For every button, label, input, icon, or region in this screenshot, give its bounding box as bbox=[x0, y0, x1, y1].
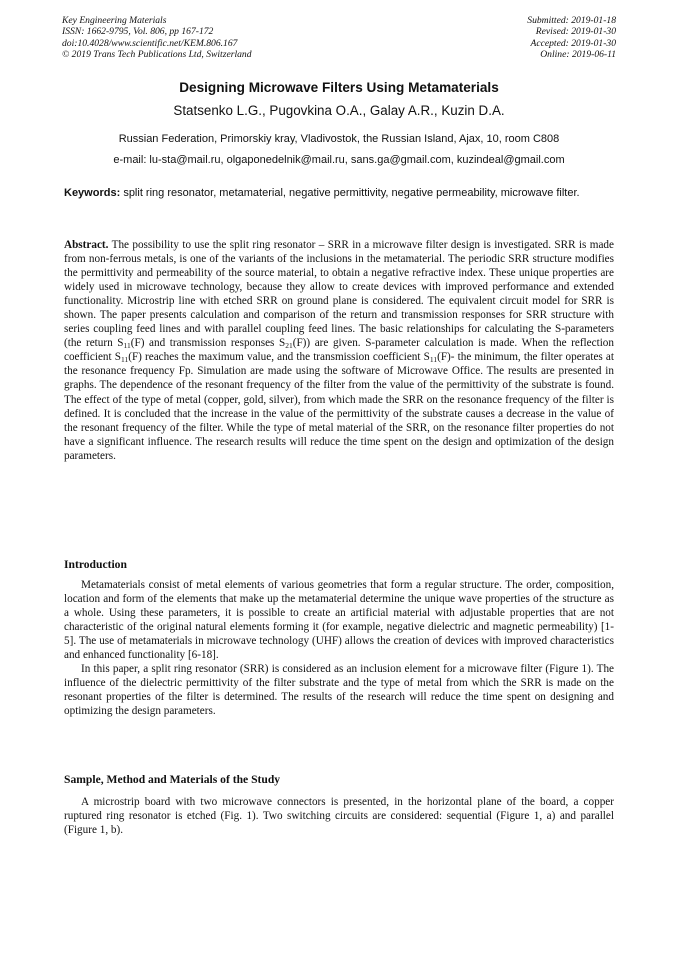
keywords-text: split ring resonator, metamaterial, negative permittivity, negative permeability, microwave filter. bbox=[123, 187, 580, 199]
introduction-paragraph-2: In this paper, a split ring resonator (SRR) is considered as an inclusion element for a microwave filter (Figure 1). The influence of the dielectric permittivity of the filter substrate and the type of metal from which the SRR is made on the resonant properties of the filter is determined. The results of the research will reduce the time spent on designing and optimizing the design parameters. bbox=[64, 663, 614, 718]
introduction-paragraph-1: Metamaterials consist of metal elements of various geometries that form a regular structure. The order, composition, location and form of the elements that make up the metamaterial determine the unique wave properties of the structure as a whole. Using these parameters, it is possible to create an artificial material with adjustable properties that are not characteristic of the original natural elements forming it (for example, negative dielectric and magnetic permeability) [1-5]. The use of metamaterials in microwave technology (UHF) allows the creation of devices with improved characteristics and enhanced functionality [6-18]. bbox=[64, 579, 614, 662]
abstract-text-4: (F) reaches the maximum value, and the transmission coefficient S bbox=[128, 351, 430, 364]
journal-name: Key Engineering Materials bbox=[62, 15, 167, 26]
sample-heading: Sample, Method and Materials of the Study bbox=[64, 773, 281, 786]
submitted-date: Submitted: 2019-01-18 bbox=[527, 15, 616, 26]
abstract-sub-4: 11 bbox=[429, 355, 438, 365]
online-date: Online: 2019-06-11 bbox=[540, 49, 616, 61]
journal-info bbox=[62, 15, 252, 61]
paper-title: Designing Microwave Filters Using Metamaterials bbox=[179, 80, 499, 95]
accepted-date: Accepted: 2019-01-30 bbox=[530, 37, 616, 49]
copyright-line: © 2019 Trans Tech Publications Ltd, Switzerland bbox=[62, 49, 252, 61]
sample-paragraph-1: A microstrip board with two microwave connectors is presented, in the horizontal plane of the board, a copper ruptured ring resonator is etched (Fig. 1). Two switching circuits are considered: sequential (Figure 1, a) and parallel (Figure 1, b). bbox=[64, 796, 614, 837]
introduction-section bbox=[64, 578, 614, 718]
keywords-label: Keywords: bbox=[64, 187, 121, 199]
abstract-sub-2: 21 bbox=[285, 341, 293, 351]
abstract-label: Abstract. bbox=[64, 239, 109, 251]
doi-line[interactable]: doi:10.4028/www.scientific.net/KEM.806.167 bbox=[62, 37, 238, 49]
affiliation: Russian Federation, Primorskiy kray, Vladivostok, the Russian Island, Ajax, 10, room C808 bbox=[118, 133, 560, 145]
sample-section bbox=[64, 795, 614, 837]
author-list: Statsenko L.G., Pugovkina O.A., Galay A.R., Kuzin D.A. bbox=[173, 103, 505, 118]
abstract-text-1: The possibility to use the split ring resonator – SRR in a microwave filter design is investigated. SRR is made from non-ferrous metals, is one of the variants of the inclusions in the metamaterial. The periodic SRR structure modifies the permittivity and permeability of the source material, to obtain a negative refractive index. These unique properties are widely used in microwave technology, because they allow to create devices with improved performance and extended functionality. Microstrip line with etched SRR on ground plane is considered. The equivalent circuit model for SRR is shown. The paper presents calculation and comparison of the return and transmission responses for SRR structure with series coupling feed lines and with parallel coupling feed lines. The basic relationships for calculating the S-parameters (the return S bbox=[64, 239, 614, 350]
issn-line: ISSN: 1662-9795, Vol. 806, pp 167-172 bbox=[62, 26, 214, 38]
abstract-sub-3: 11 bbox=[120, 355, 129, 365]
abstract-sub-1: 11 bbox=[123, 341, 131, 351]
introduction-heading: Introduction bbox=[64, 558, 127, 571]
keywords-block bbox=[64, 187, 614, 200]
email-line[interactable]: e-mail: lu-sta@mail.ru, olgaponedelnik@mail.ru, sans.ga@gmail.com, kuzindeal@gmail.com bbox=[113, 154, 565, 166]
abstract-text-2: (F) and transmission responses S bbox=[130, 337, 286, 350]
revised-date: Revised: 2019-01-30 bbox=[535, 26, 616, 38]
abstract-block bbox=[64, 238, 614, 463]
abstract-text-5: (F)- the minimum, the filter operates at the resonance frequency Fp. Simulation are made using the software of Microwave Office. The results are presented in graphs. The dependence of the resonant frequency of the filter from the value of the permittivity of the substrate is found. The effect of the type of metal (copper, gold, silver), from which made the SRR on the resonance frequency of the filter is defined. It is concluded that the increase in the value of the permittivity of the substrate causes a decrease in the value of the resonant frequency of the filter. While the type of metal material of the SRR, on the resonance filter properties do not have a significant influence. The research results will reduce the time spent on the design and optimization of the design parameters. bbox=[64, 351, 614, 462]
publication-dates bbox=[527, 15, 616, 61]
abstract-text-3: (F)) are given. S-parameter calculation is made. When the reflection coefficient S bbox=[64, 337, 614, 364]
